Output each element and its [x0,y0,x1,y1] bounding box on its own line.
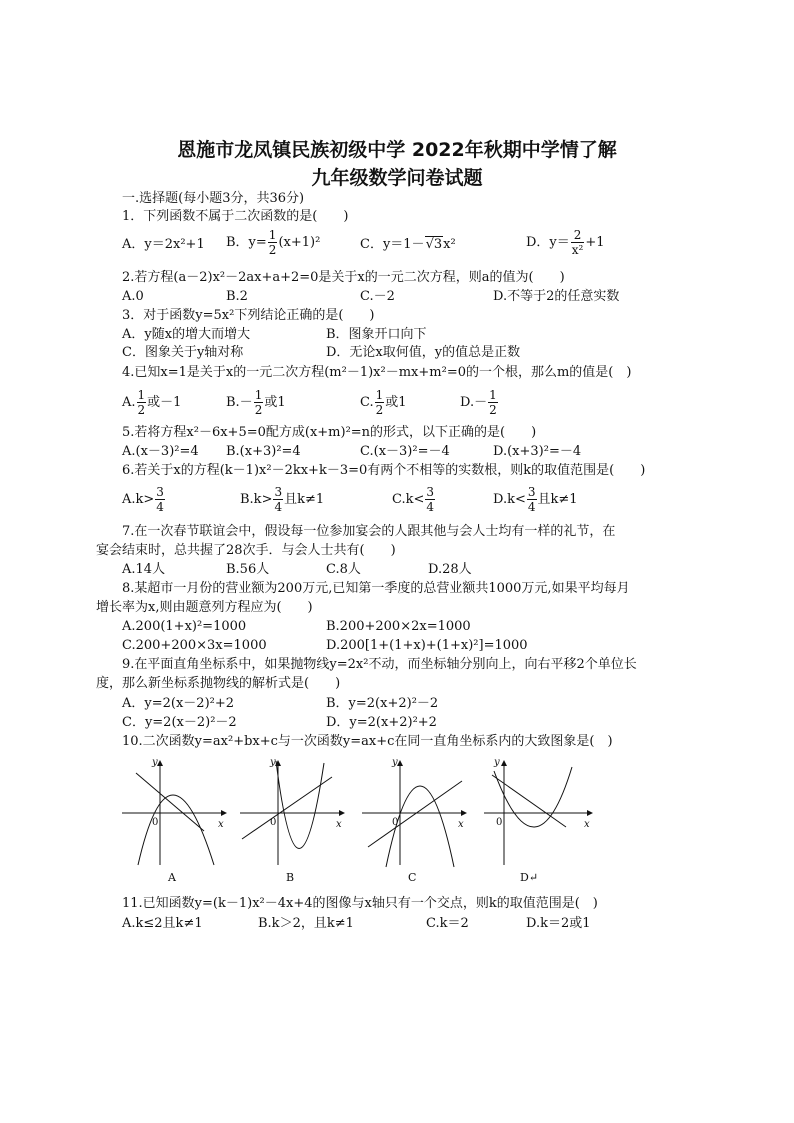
q1-b-num: 1 [268,228,277,242]
q6-a-num: 3 [156,485,164,499]
q5-option-b: B.(x+3)²=4 [226,444,301,459]
q7-option-b: B.56人 [226,562,270,577]
q4-c-post: 或1 [385,395,407,410]
graph-c-y-label: y [392,757,398,768]
q1-d-den: x² [571,243,584,257]
q1-b-post: (x+1)² [278,235,321,250]
q4-a-den: 2 [137,403,146,417]
graph-c-origin: 0 [392,817,399,828]
q6-a-den: 4 [156,500,164,514]
q9-option-b: B．y=2(x+2)²－2 [326,696,439,711]
q6-d-pre: D.k< [493,492,526,507]
q6-c-fraction [425,485,435,514]
q4-option-d [460,388,499,417]
q4-option-a [122,388,181,417]
q4-b-den: 2 [254,403,263,417]
q1-b-den: 2 [268,243,277,257]
q8-option-d: D.200[1+(1+x)+(1+x)²]=1000 [326,638,528,653]
q6-d-num: 3 [527,485,536,499]
q1-d-num: 2 [571,228,585,243]
q1-c-pre: C．y＝1－ [360,237,425,252]
q4-b-post: 或1 [264,395,286,410]
q6-b-num: 3 [274,485,283,499]
q1-option-b [226,228,320,257]
q4-option-b [226,388,286,417]
q8-stem-line2: 增长率为x,则由题意列方程应为( ) [96,600,313,615]
graph-a-y-label: y [152,757,158,768]
q4-stem: 4.已知x=1是关于x的一元二次方程(m²－1)x²－mx+m²=0的一个根，那么m的值是( ) [122,365,632,380]
q6-a-fraction [155,485,165,514]
q4-d-pre: D.－ [460,395,488,410]
graph-d-x-label: x [584,819,590,830]
q11-option-d: D.k＝2或1 [526,916,591,931]
graph-b-origin: 0 [270,817,277,828]
q3-option-d: D．无论x取何值，y的值总是正数 [326,345,521,360]
q11-option-c: C.k＝2 [426,916,469,931]
graph-c [362,757,466,884]
q9-option-d: D．y=2(x+2)²+2 [326,715,437,730]
q4-c-pre: C. [360,395,374,410]
q3-option-c: C．图象关于y轴对称 [122,345,244,360]
q1-b-pre: B．y= [226,235,267,250]
graph-b-line [242,777,332,839]
q2-option-a: A.0 [122,289,144,304]
q4-d-num: 1 [489,388,497,402]
q2-option-d: D.不等于2的任意实数 [493,289,620,304]
q9-option-c: C．y=2(x－2)²－2 [122,715,237,730]
q4-b-num: 1 [254,388,263,402]
graph-b [240,757,344,884]
q7-option-c: C.8人 [326,562,361,577]
graph-c-caption: C [408,871,417,884]
graph-a [122,757,226,884]
q1-d-fraction [571,228,585,257]
q6-option-a [122,485,166,514]
graph-d-line [492,775,566,827]
q5-option-c: C.(x－3)²=－4 [360,444,450,459]
q5-option-a: A.(x－3)²=4 [122,444,199,459]
q6-option-c [392,485,436,514]
graph-c-x-label: x [458,819,464,830]
graph-b-parabola [276,761,324,849]
q9-stem-line1: 9.在平面直角坐标系中，如果抛物线y=2x²不动，而坐标轴分别向上，向右平移2个单位长 [122,657,637,672]
q6-option-b [240,485,324,514]
q5-stem: 5.若将方程x²－6x+5=0配方成(x+m)²=n的形式，以下正确的是( ) [122,425,537,440]
graph-c-line [368,781,462,847]
section-heading: 一.选择题(每小题3分，共36分) [122,191,305,206]
q1-d-pre: D．y＝ [526,235,570,250]
q4-c-num: 1 [375,388,384,402]
graph-a-origin: 0 [152,817,159,828]
graph-a-caption: A [168,871,176,884]
graph-a-x-label: x [218,819,224,830]
graph-a-line [136,773,204,831]
q4-a-post: 或－1 [147,395,182,410]
q6-option-d [493,485,578,514]
q8-option-a: A.200(1+x)²=1000 [122,619,247,634]
q6-b-fraction [273,485,283,514]
q6-stem: 6.若关于x的方程(k－1)x²－2kx+k－3=0有两个不相等的实数根，则k的取值范围是( ) [122,463,646,478]
q9-stem-line2: 度，那么新坐标系抛物线的解析式是( ) [96,676,341,691]
q2-stem: 2.若方程(a－2)x²－2ax+a+2=0是关于x的一元二次方程，则a的值为( ) [122,270,565,285]
q6-c-den: 4 [426,500,435,514]
q7-stem-line1: 7.在一次春节联谊会中，假设每一位参加宴会的人跟其他与会人士均有一样的礼节，在 [122,524,616,539]
q6-d-den: 4 [527,500,536,514]
q1-option-d [526,228,605,257]
q7-option-d: D.28人 [428,562,472,577]
q8-option-c: C.200+200×3x=1000 [122,638,267,653]
graph-d-parabola [494,767,572,827]
q11-option-b: B.k＞2，且k≠1 [258,916,354,931]
q1-d-post: +1 [585,235,605,250]
q10-graphs-figure [118,755,598,885]
graph-b-x-label: x [336,819,342,830]
q6-c-pre: C.k< [392,492,425,507]
q8-stem-line1: 8.某超市一月份的营业额为200万元,已知第一季度的总营业额共1000万元,如果平均每月 [122,581,630,596]
q1-b-fraction [268,228,278,257]
q6-d-post: 且k≠1 [537,492,578,507]
graph-d [484,757,592,884]
q4-c-den: 2 [375,403,384,417]
q11-option-a: A.k≤2且k≠1 [122,916,203,931]
q6-b-pre: B.k> [240,492,273,507]
q3-stem: 3．对于函数y=5x²下列结论正确的是( ) [122,308,375,323]
q6-a-pre: A.k> [122,492,155,507]
q5-option-d: D.(x+3)²=－4 [493,444,582,459]
q3-option-b: B．图象开口向下 [326,327,427,342]
q2-option-b: B.2 [226,289,248,304]
q6-b-post: 且k≠1 [284,492,325,507]
q1-option-c [360,237,456,253]
q2-option-c: C.－2 [360,289,395,304]
graph-d-origin: 0 [496,817,503,828]
title-line-2: 九年级数学问卷试题 [311,167,483,189]
graph-b-y-label: y [270,757,276,768]
q4-a-num: 1 [137,388,146,402]
q4-c-fraction [375,388,385,417]
q1-option-a: A．y＝2x²+1 [122,237,205,252]
q9-option-a: A．y=2(x－2)²+2 [122,696,235,711]
q4-d-fraction [488,388,498,417]
q1-stem: 1．下列函数不属于二次函数的是( ) [122,209,349,224]
q6-b-den: 4 [274,500,283,514]
q4-d-den: 2 [489,403,497,417]
q1-c-post: x² [443,237,456,252]
q4-b-pre: B.－ [226,395,253,410]
q4-b-fraction [254,388,264,417]
q1-c-sqrt: √3 [425,237,443,252]
graph-d-y-label: y [494,757,500,768]
q7-stem-line2: 宴会结束时，总共握了28次手．与会人士共有( ) [96,543,396,558]
q4-option-c [360,388,407,417]
graph-d-caption: D↵ [520,871,539,884]
q6-d-fraction [527,485,537,514]
q6-c-num: 3 [426,485,435,499]
q10-stem: 10.二次函数y=ax²+bx+c与一次函数y=ax+c在同一直角坐标系内的大致图象是( ) [122,734,613,749]
graph-b-caption: B [286,871,295,884]
q3-option-a: A．y随x的增大而增大 [122,327,251,342]
q4-a-fraction [137,388,147,417]
q7-option-a: A.14人 [122,562,166,577]
title-line-1: 恩施市龙凤镇民族初级中学 2022年秋期中学情了解 [177,139,617,161]
q8-option-b: B.200+200×2x=1000 [326,619,471,634]
q11-stem: 11.已知函数y=(k－1)x²－4x+4的图像与x轴只有一个交点，则k的取值范围是( ) [122,896,598,911]
q4-a-pre: A. [122,395,136,410]
